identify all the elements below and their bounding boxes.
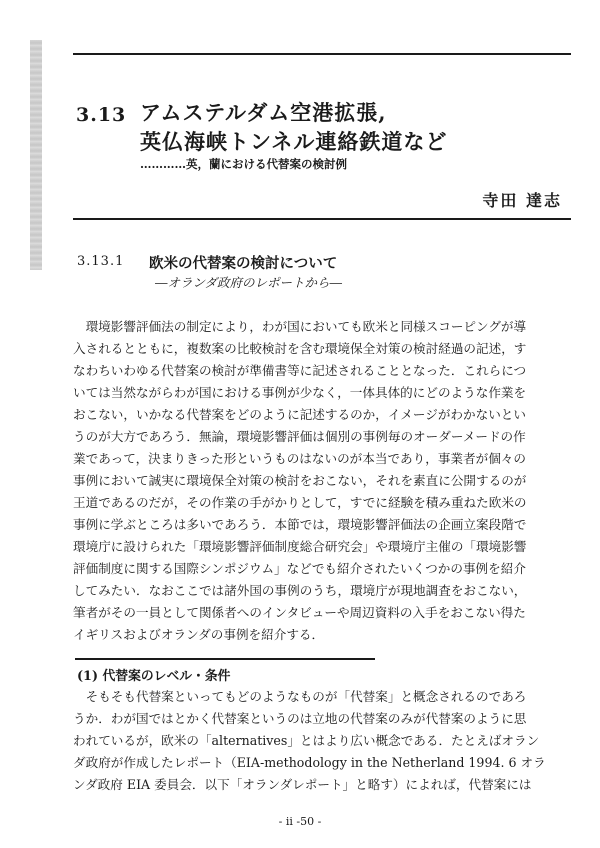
section-title: 欧米の代替案の検討について <box>149 255 338 272</box>
chapter-number: 3.13 <box>76 104 127 126</box>
body-line: してみたい．なおここでは諸外国の事例のうち，環境庁が現地調査をおこない， <box>73 583 527 598</box>
subsection-paragraph <box>73 686 573 796</box>
body-line: 筆者がその一員として関係者へのインタビューや周辺資料の入手をおこない得た <box>73 605 526 620</box>
subsection-divider <box>75 658 375 660</box>
chapter-title <box>140 98 447 156</box>
section-number: 3.13.1 <box>77 254 125 269</box>
subsection-heading: (1) 代替案のレベル・条件 <box>77 669 231 684</box>
body-line: おこない，いかなる代替案をどのように記述するのか，イメージがわかないとい <box>73 407 526 422</box>
body-line: 入されるとともに，複数案の比較検討を含む環境保全対策の検討経過の記述，す <box>73 341 527 356</box>
subsection-line: そもそも代替案といってもどのようなものが「代替案」と概念されるのであろ <box>73 689 527 704</box>
body-line: 環境庁に設けられた「環境影響評価制度総合研究会」や環境庁主催の「環境影響 <box>73 539 527 554</box>
page-number: - ii -50 - <box>278 815 322 828</box>
body-line: なわちいわゆる代替案の検討が準備書等に記述されることとなった．これらにつ <box>73 363 527 378</box>
subsection-line: ダ政府が作成したレポート（EIA-methodology in the Netherland 1994. 6 オラ <box>73 755 546 770</box>
body-line: うのが大方であろう．無論，環境影響評価は個別の事例毎のオーダーメードの作 <box>73 429 526 444</box>
subsection-line: ンダ政府 EIA 委員会．以下「オランダレポート」と略す）によれば，代替案には <box>73 777 532 792</box>
body-line: 環境影響評価法の制定により，わが国においても欧米と同様スコーピングが導 <box>73 319 527 334</box>
chapter-subtitle: …………英，蘭における代替案の検討例 <box>140 157 347 171</box>
header-bottom-rule <box>73 218 571 220</box>
body-line: 事例に学ぶところは多いであろう．本節では，環境影響評価法の企画立案段階で <box>73 517 527 532</box>
subsection-line: うか．わが国ではとかく代替案というのは立地の代替案のみが代替案のように思 <box>73 711 527 726</box>
binding-edge-shadow <box>30 40 42 270</box>
body-line: 業であって，決まりきった形というものはないのが本当であり，事業者が個々の <box>73 451 526 466</box>
chapter-title-line-1: アムステルダム空港拡張, <box>140 100 387 125</box>
body-line: イギリスおよびオランダの事例を紹介する． <box>73 627 325 642</box>
subsection-line: われているが，欧米の「alternatives」とはより広い概念である．たとえばオラン <box>73 733 540 748</box>
body-line: いては当然ながらわが国における事例が少なく，一体具体的にどのような作業を <box>73 385 527 400</box>
section-subtitle: ―オランダ政府のレポートから― <box>155 275 343 290</box>
author-name: 寺田 達志 <box>482 191 562 210</box>
chapter-title-line-2: 英仏海峡トンネル連絡鉄道など <box>140 129 448 154</box>
body-line: 事例において誠実に環境保全対策の検討をおこない，それを素直に公開するのが <box>73 473 527 488</box>
body-paragraph <box>73 316 573 646</box>
body-line: 評価制度に関する国際シンポジウム」などでも紹介されたいくつかの事例を紹介 <box>73 561 526 576</box>
body-line: 王道であるのだが，その作業の手がかりとして，すでに経験を積み重ねた欧米の <box>73 495 527 510</box>
top-rule <box>73 53 571 55</box>
